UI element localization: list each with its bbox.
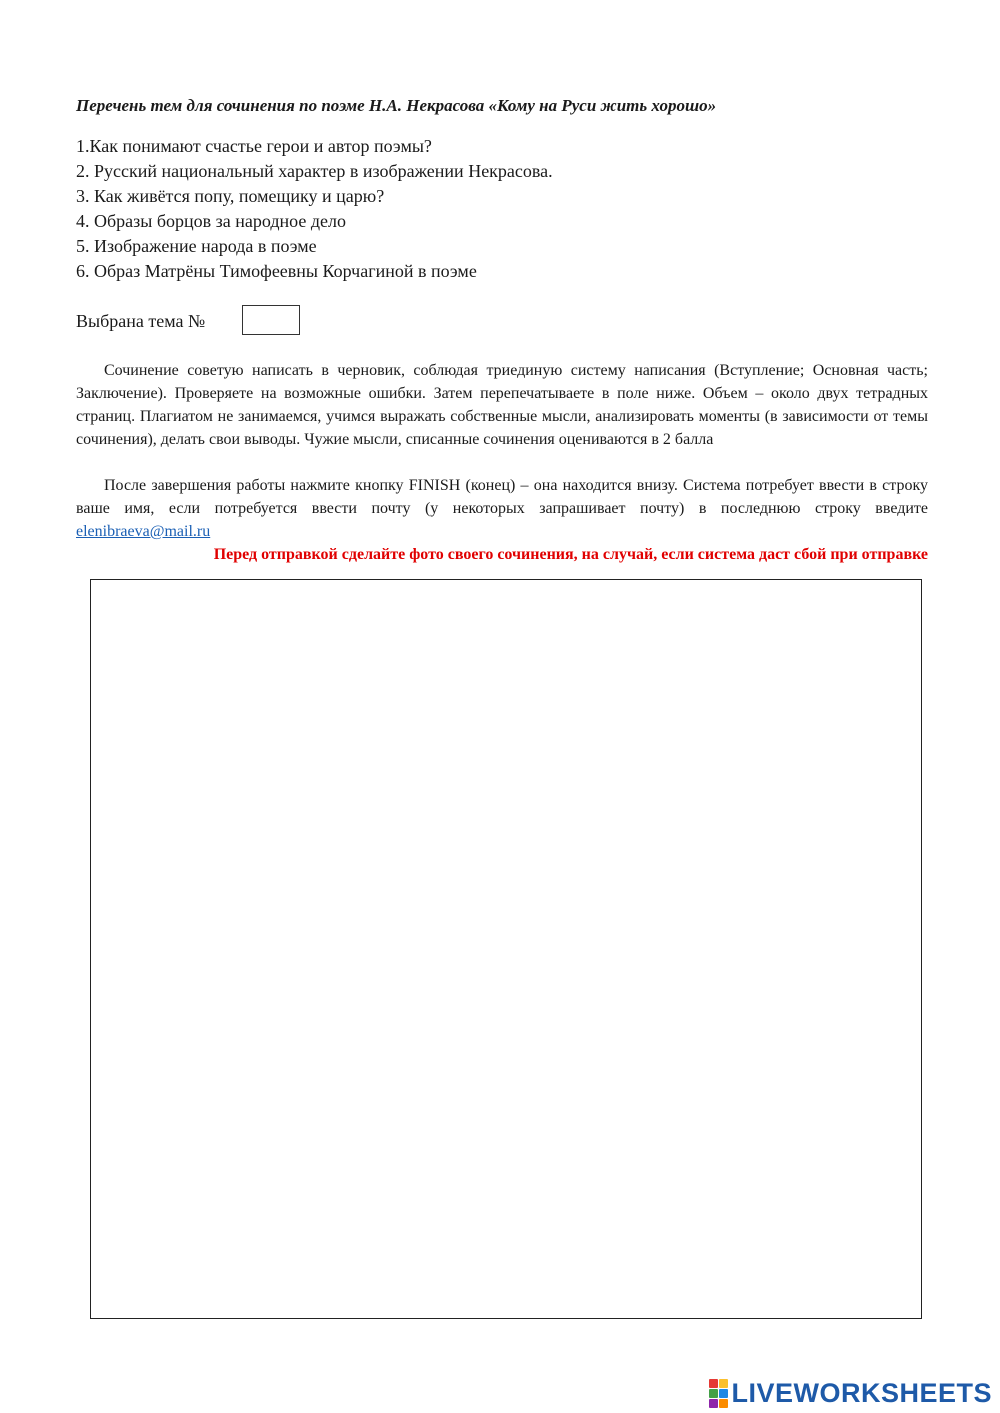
worksheet-heading: Перечень тем для сочинения по поэме Н.А. Некрасова «Кому на Руси жить хорошо»	[76, 96, 717, 115]
topic-item: 3. Как живётся попу, помещику и царю?	[76, 186, 385, 206]
topic-item: 5. Изображение народа в поэме	[76, 236, 317, 256]
logo-icon	[709, 1379, 728, 1408]
warning-text: Перед отправкой сделайте фото своего сочинения, на случай, если система даст сбой при отправке	[213, 546, 928, 563]
topic-item: 6. Образ Матрёны Тимофеевны Корчагиной в поэме	[76, 261, 477, 281]
instructions-paragraph: Сочинение советую написать в черновик, соблюдая триединую систему написания (Вступление; Основная часть; Заключение). Проверяете на возможные ошибки. Затем перепечатываете в поле ниже. Объем – около двух тетрадных страниц. Плагиатом не занимаемся, учимся выражать собственные мысли, анализировать моменты (в зависимости от темы сочинения), делать свои выводы. Чужие мысли, списанные сочинения оцениваются в 2 балла	[76, 362, 928, 448]
liveworksheets-logo	[709, 1376, 992, 1410]
topic-item: 2. Русский национальный характер в изображении Некрасова.	[76, 161, 553, 181]
finish-instructions-text: После завершения работы нажмите кнопку FINISH (конец) – она находится внизу. Система потребует ввести в строку ваше имя, если потребуется ввести почту (у некоторых запрашивает почту) в последнюю строку введите	[76, 477, 928, 517]
topic-item: 1.Как понимают счастье герои и автор поэмы?	[76, 136, 432, 156]
topic-number-input[interactable]	[242, 305, 300, 335]
email-link[interactable]: elenibraeva@mail.ru	[76, 523, 211, 540]
logo-text: LIVEWORKSHEETS	[731, 1377, 992, 1408]
chosen-topic-label: Выбрана тема №	[76, 311, 206, 331]
finish-instructions-paragraph	[76, 474, 928, 543]
topic-list	[76, 134, 553, 284]
essay-textarea[interactable]	[90, 579, 922, 1319]
topic-item: 4. Образы борцов за народное дело	[76, 211, 346, 231]
